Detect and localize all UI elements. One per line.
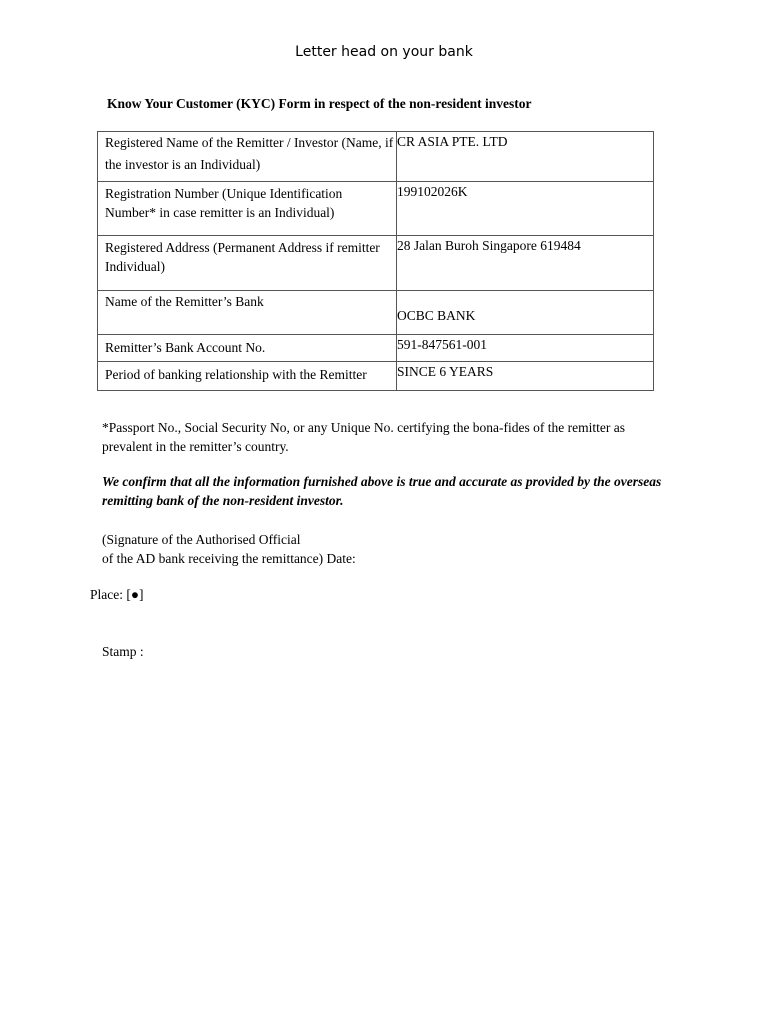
signature-line-1: (Signature of the Authorised Official	[102, 532, 301, 547]
row-value: 28 Jalan Buroh Singapore 619484	[397, 236, 654, 291]
table-row	[98, 236, 654, 291]
row-label: Period of banking relationship with the Remitter	[98, 362, 397, 391]
row-value: OCBC BANK	[397, 291, 654, 335]
table-row	[98, 182, 654, 236]
place-field: Place: [●]	[90, 587, 144, 602]
form-title: Know Your Customer (KYC) Form in respect of the non-resident investor	[107, 96, 532, 111]
row-label: Registration Number (Unique Identification Number* in case remitter is an Individual)	[98, 182, 397, 236]
table-row	[98, 132, 654, 182]
confirmation-statement: We confirm that all the information furnished above is true and accurate as provided by the overseas remitting bank of the non-resident investor.	[102, 474, 662, 508]
stamp-field: Stamp :	[102, 644, 144, 659]
table-row	[98, 362, 654, 391]
row-value: CR ASIA PTE. LTD	[397, 132, 654, 182]
row-label: Registered Name of the Remitter / Investor (Name, if the investor is an Individual)	[98, 132, 397, 182]
row-label: Remitter’s Bank Account No.	[98, 335, 397, 362]
letterhead-text: Letter head on your bank	[295, 44, 473, 60]
kyc-table	[97, 131, 654, 391]
row-value: 591-847561-001	[397, 335, 654, 362]
row-label: Registered Address (Permanent Address if remitter Individual)	[98, 236, 397, 291]
signature-line-2: of the AD bank receiving the remittance) Date:	[102, 551, 356, 566]
footnote: *Passport No., Social Security No, or any Unique No. certifying the bona-fides of the remitter as prevalent in the remitter’s country.	[102, 420, 625, 454]
signature-block	[102, 530, 356, 568]
row-label: Name of the Remitter’s Bank	[98, 291, 397, 335]
row-value: SINCE 6 YEARS	[397, 362, 654, 391]
table-row	[98, 291, 654, 335]
row-value: 199102026K	[397, 182, 654, 236]
table-row	[98, 335, 654, 362]
